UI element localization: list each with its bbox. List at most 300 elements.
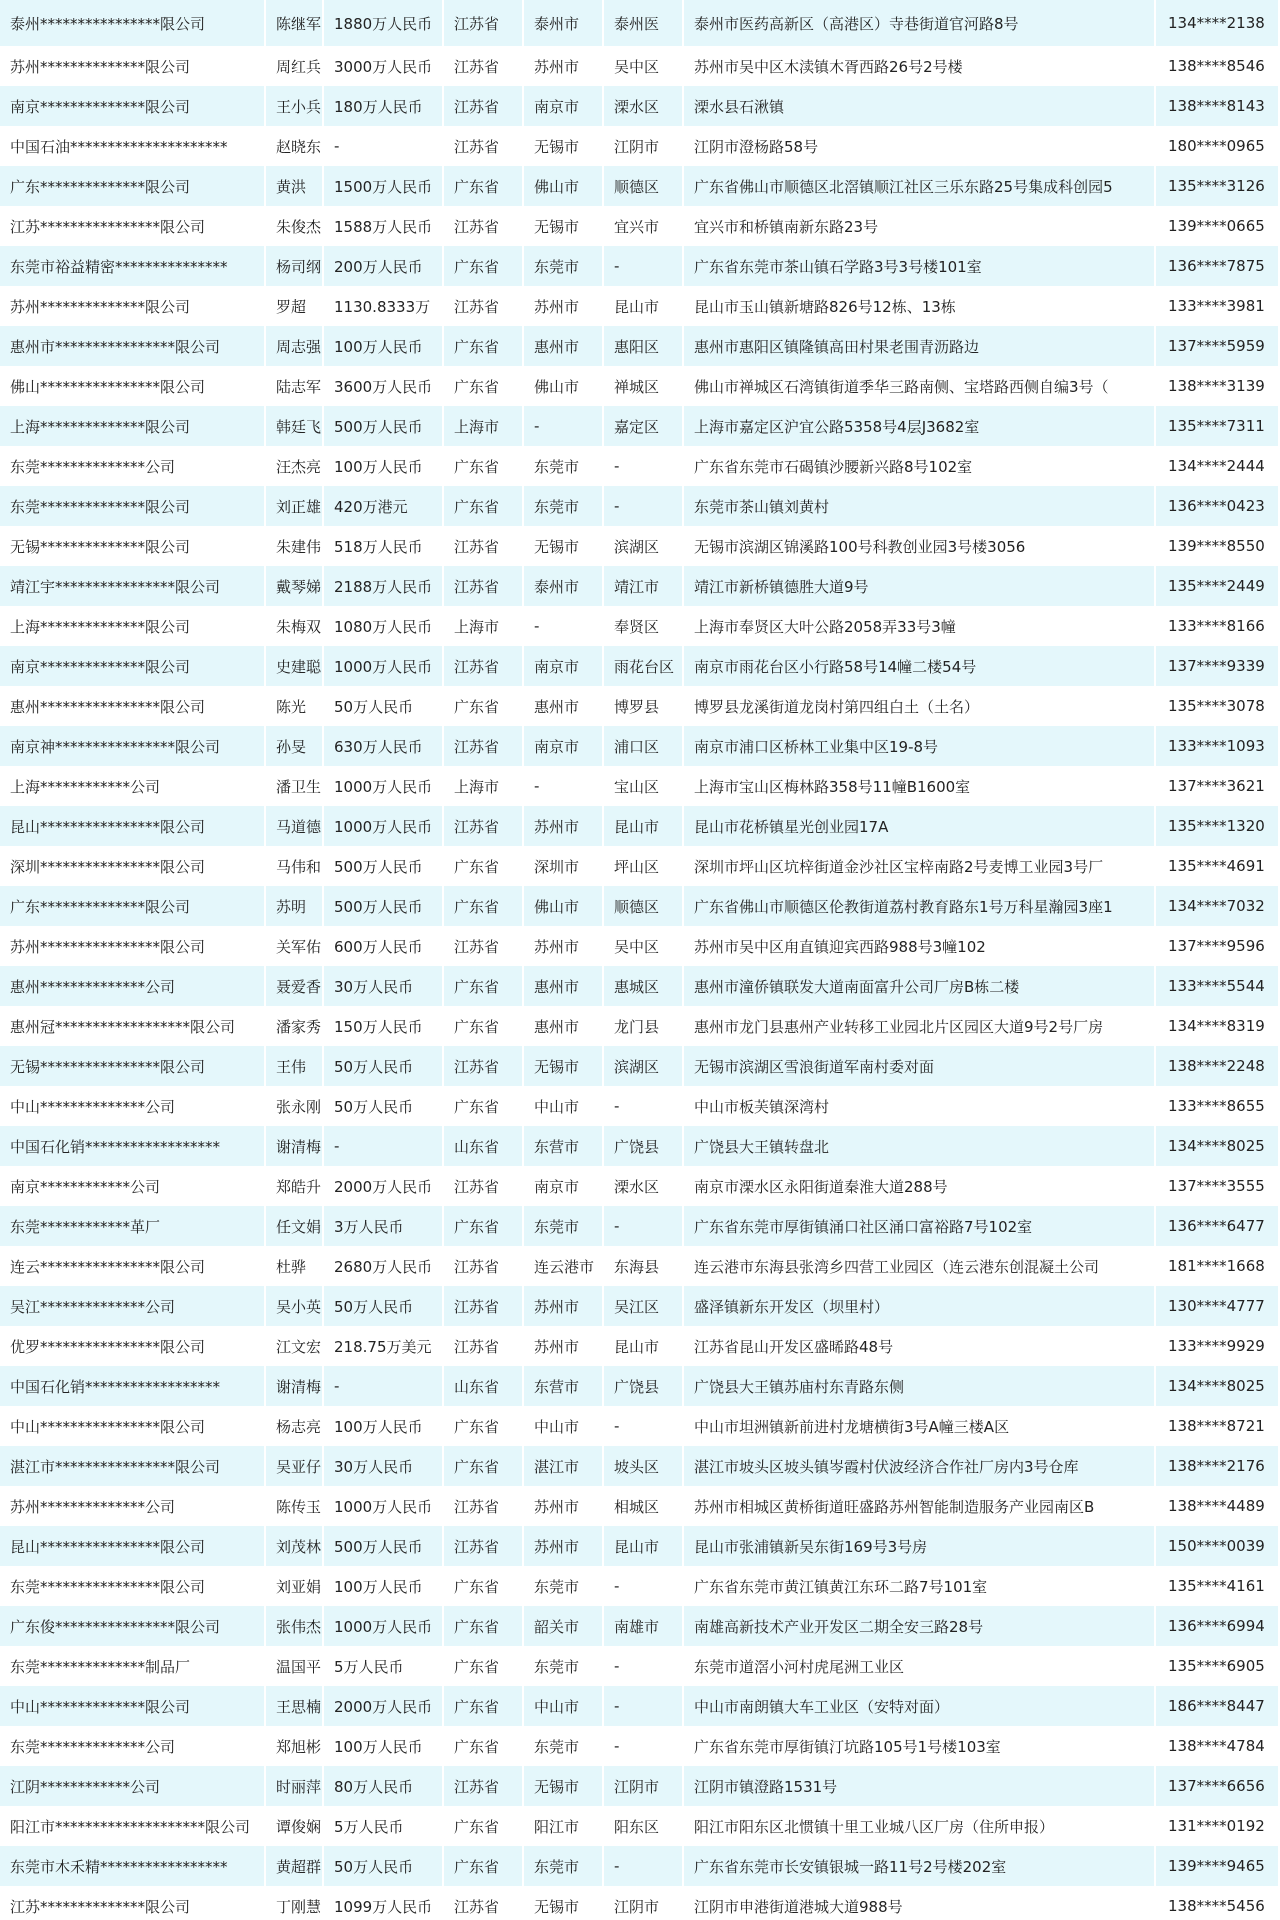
address-cell: 湛江市坡头区坡头镇岑霞村伏波经济合作社厂房内3号仓库: [684, 1446, 1156, 1486]
table-row[interactable]: [0, 406, 1280, 446]
capital-cell: 1000万人民币: [324, 806, 444, 846]
phone-cell: 139****0665: [1156, 206, 1280, 246]
city-cell: 连云港市: [524, 1246, 604, 1286]
city-cell: 东营市: [524, 1126, 604, 1166]
table-row[interactable]: [0, 1366, 1280, 1406]
city-cell: 南京市: [524, 726, 604, 766]
province-cell: 江苏省: [444, 1886, 524, 1920]
capital-cell: 1588万人民币: [324, 206, 444, 246]
province-cell: 广东省: [444, 1846, 524, 1886]
address-cell: 溧水县石湫镇: [684, 86, 1156, 126]
capital-cell: 500万人民币: [324, 406, 444, 446]
capital-cell: 3000万人民币: [324, 46, 444, 86]
company-cell: 昆山****************限公司: [0, 1526, 266, 1566]
city-cell: -: [524, 606, 604, 646]
table-row[interactable]: [0, 1726, 1280, 1766]
person-cell: 温国平: [266, 1646, 324, 1686]
phone-cell: 181****1668: [1156, 1246, 1280, 1286]
table-row[interactable]: [0, 606, 1280, 646]
person-cell: 丁刚慧: [266, 1886, 324, 1920]
district-cell: 雨花台区: [604, 646, 684, 686]
address-cell: 江阴市澄杨路58号: [684, 126, 1156, 166]
phone-cell: 139****9465: [1156, 1846, 1280, 1886]
company-cell: 东莞****************限公司: [0, 1566, 266, 1606]
district-cell: 东海县: [604, 1246, 684, 1286]
table-row[interactable]: [0, 1406, 1280, 1446]
capital-cell: 1500万人民币: [324, 166, 444, 206]
table-row[interactable]: [0, 1566, 1280, 1606]
district-cell: 吴江区: [604, 1286, 684, 1326]
address-cell: 惠州市惠阳区镇隆镇高田村果老围青沥路边: [684, 326, 1156, 366]
phone-cell: 137****9596: [1156, 926, 1280, 966]
capital-cell: 1130.8333万: [324, 286, 444, 326]
table-row[interactable]: [0, 286, 1280, 326]
table-row[interactable]: [0, 326, 1280, 366]
table-row[interactable]: [0, 1286, 1280, 1326]
person-cell: 刘正雄: [266, 486, 324, 526]
province-cell: 江苏省: [444, 286, 524, 326]
table-row[interactable]: [0, 1686, 1280, 1726]
district-cell: 溧水区: [604, 1166, 684, 1206]
province-cell: 江苏省: [444, 1526, 524, 1566]
person-cell: 潘家秀: [266, 1006, 324, 1046]
company-cell: 惠州市****************限公司: [0, 326, 266, 366]
person-cell: 杨司纲: [266, 246, 324, 286]
table-row[interactable]: [0, 446, 1280, 486]
city-cell: 中山市: [524, 1406, 604, 1446]
capital-cell: 50万人民币: [324, 686, 444, 726]
table-row[interactable]: [0, 366, 1280, 406]
table-row[interactable]: [0, 126, 1280, 166]
district-cell: 昆山市: [604, 1526, 684, 1566]
phone-cell: 135****4161: [1156, 1566, 1280, 1606]
person-cell: 汪杰亮: [266, 446, 324, 486]
person-cell: 陆志军: [266, 366, 324, 406]
table-row[interactable]: [0, 806, 1280, 846]
person-cell: 张永刚: [266, 1086, 324, 1126]
district-cell: 江阴市: [604, 1766, 684, 1806]
table-row[interactable]: [0, 926, 1280, 966]
district-cell: 奉贤区: [604, 606, 684, 646]
capital-cell: 500万人民币: [324, 886, 444, 926]
company-cell: 深圳****************限公司: [0, 846, 266, 886]
city-cell: 东莞市: [524, 486, 604, 526]
capital-cell: -: [324, 126, 444, 166]
phone-cell: 133****5544: [1156, 966, 1280, 1006]
capital-cell: 100万人民币: [324, 326, 444, 366]
phone-cell: 131****0192: [1156, 1806, 1280, 1846]
province-cell: 江苏省: [444, 1486, 524, 1526]
city-cell: 佛山市: [524, 886, 604, 926]
city-cell: 无锡市: [524, 126, 604, 166]
city-cell: 南京市: [524, 86, 604, 126]
person-cell: 任文娟: [266, 1206, 324, 1246]
company-cell: 惠州****************限公司: [0, 686, 266, 726]
district-cell: 禅城区: [604, 366, 684, 406]
capital-cell: -: [324, 1126, 444, 1166]
district-cell: 嘉定区: [604, 406, 684, 446]
company-cell: 惠州冠******************限公司: [0, 1006, 266, 1046]
province-cell: 广东省: [444, 486, 524, 526]
phone-cell: 134****2444: [1156, 446, 1280, 486]
table-row[interactable]: [0, 206, 1280, 246]
table-row[interactable]: [0, 1006, 1280, 1046]
person-cell: 黄超群: [266, 1846, 324, 1886]
phone-cell: 138****4489: [1156, 1486, 1280, 1526]
province-cell: 江苏省: [444, 86, 524, 126]
province-cell: 江苏省: [444, 526, 524, 566]
phone-cell: 133****8655: [1156, 1086, 1280, 1126]
city-cell: 苏州市: [524, 286, 604, 326]
address-cell: 连云港市东海县张湾乡四营工业园区（连云港东创混凝土公司: [684, 1246, 1156, 1286]
phone-cell: 137****5959: [1156, 326, 1280, 366]
address-cell: 广饶县大王镇转盘北: [684, 1126, 1156, 1166]
district-cell: -: [604, 246, 684, 286]
company-cell: 苏州**************限公司: [0, 286, 266, 326]
address-cell: 东莞市道滘小河村虎尾洲工业区: [684, 1646, 1156, 1686]
capital-cell: 3600万人民币: [324, 366, 444, 406]
capital-cell: 3万人民币: [324, 1206, 444, 1246]
address-cell: 苏州市吴中区甪直镇迎宾西路988号3幢102: [684, 926, 1156, 966]
person-cell: 王思楠: [266, 1686, 324, 1726]
address-cell: 南京市溧水区永阳街道秦淮大道288号: [684, 1166, 1156, 1206]
province-cell: 江苏省: [444, 0, 524, 46]
address-cell: 广东省东莞市长安镇银城一路11号2号楼202室: [684, 1846, 1156, 1886]
table-row[interactable]: [0, 1446, 1280, 1486]
table-row[interactable]: [0, 846, 1280, 886]
capital-cell: 30万人民币: [324, 966, 444, 1006]
phone-cell: 134****7032: [1156, 886, 1280, 926]
table-row[interactable]: [0, 526, 1280, 566]
city-cell: 东营市: [524, 1366, 604, 1406]
person-cell: 刘亚娟: [266, 1566, 324, 1606]
province-cell: 江苏省: [444, 1246, 524, 1286]
person-cell: 谭俊娴: [266, 1806, 324, 1846]
address-cell: 南京市浦口区桥林工业集中区19-8号: [684, 726, 1156, 766]
address-cell: 江阴市镇澄路1531号: [684, 1766, 1156, 1806]
address-cell: 南京市雨花台区小行路58号14幢二楼54号: [684, 646, 1156, 686]
district-cell: 溧水区: [604, 86, 684, 126]
province-cell: 广东省: [444, 1726, 524, 1766]
phone-cell: 135****3078: [1156, 686, 1280, 726]
table-row[interactable]: [0, 1046, 1280, 1086]
address-cell: 苏州市相城区黄桥街道旺盛路苏州智能制造服务产业园南区B: [684, 1486, 1156, 1526]
district-cell: -: [604, 1406, 684, 1446]
capital-cell: 50万人民币: [324, 1286, 444, 1326]
capital-cell: 1000万人民币: [324, 1486, 444, 1526]
province-cell: 江苏省: [444, 726, 524, 766]
address-cell: 中山市坦洲镇新前进村龙塘横街3号A幢三楼A区: [684, 1406, 1156, 1446]
table-row[interactable]: [0, 86, 1280, 126]
district-cell: 坪山区: [604, 846, 684, 886]
company-cell: 中山****************限公司: [0, 1406, 266, 1446]
table-row[interactable]: [0, 1886, 1280, 1920]
district-cell: 相城区: [604, 1486, 684, 1526]
district-cell: 吴中区: [604, 46, 684, 86]
company-cell: 苏州****************限公司: [0, 926, 266, 966]
address-cell: 昆山市花桥镇星光创业园17A: [684, 806, 1156, 846]
city-cell: 湛江市: [524, 1446, 604, 1486]
phone-cell: 134****8025: [1156, 1366, 1280, 1406]
address-cell: 南雄高新技术产业开发区二期全安三路28号: [684, 1606, 1156, 1646]
phone-cell: 186****8447: [1156, 1686, 1280, 1726]
person-cell: 吴亚仔: [266, 1446, 324, 1486]
phone-cell: 180****0965: [1156, 126, 1280, 166]
phone-cell: 138****8546: [1156, 46, 1280, 86]
table-row[interactable]: [0, 166, 1280, 206]
phone-cell: 137****9339: [1156, 646, 1280, 686]
capital-cell: 100万人民币: [324, 1406, 444, 1446]
person-cell: 江文宏: [266, 1326, 324, 1366]
capital-cell: 1080万人民币: [324, 606, 444, 646]
district-cell: -: [604, 1646, 684, 1686]
company-cell: 无锡**************限公司: [0, 526, 266, 566]
address-cell: 无锡市滨湖区雪浪街道军南村委对面: [684, 1046, 1156, 1086]
table-row[interactable]: [0, 486, 1280, 526]
phone-cell: 134****8319: [1156, 1006, 1280, 1046]
table-row[interactable]: [0, 886, 1280, 926]
address-cell: 宜兴市和桥镇南新东路23号: [684, 206, 1156, 246]
city-cell: 惠州市: [524, 326, 604, 366]
address-cell: 无锡市滨湖区锦溪路100号科教创业园3号楼3056: [684, 526, 1156, 566]
person-cell: 杨志亮: [266, 1406, 324, 1446]
address-cell: 东莞市茶山镇刘黄村: [684, 486, 1156, 526]
company-cell: 靖江宇****************限公司: [0, 566, 266, 606]
address-cell: 广东省佛山市顺德区北滘镇顺江社区三乐东路25号集成科创园5: [684, 166, 1156, 206]
person-cell: 陈传玉: [266, 1486, 324, 1526]
person-cell: 杜骅: [266, 1246, 324, 1286]
phone-cell: 138****3139: [1156, 366, 1280, 406]
address-cell: 广东省东莞市厚街镇汀坑路105号1号楼103室: [684, 1726, 1156, 1766]
person-cell: 苏明: [266, 886, 324, 926]
city-cell: 东莞市: [524, 1566, 604, 1606]
city-cell: 惠州市: [524, 966, 604, 1006]
district-cell: 坡头区: [604, 1446, 684, 1486]
company-cell: 苏州**************公司: [0, 1486, 266, 1526]
district-cell: -: [604, 1686, 684, 1726]
province-cell: 江苏省: [444, 1286, 524, 1326]
district-cell: -: [604, 1726, 684, 1766]
company-cell: 中国石化销******************: [0, 1126, 266, 1166]
phone-cell: 138****8143: [1156, 86, 1280, 126]
city-cell: 惠州市: [524, 686, 604, 726]
province-cell: 广东省: [444, 1646, 524, 1686]
table-row[interactable]: [0, 1326, 1280, 1366]
city-cell: 泰州市: [524, 0, 604, 46]
table-row[interactable]: [0, 1846, 1280, 1886]
city-cell: 东莞市: [524, 446, 604, 486]
person-cell: 韩廷飞: [266, 406, 324, 446]
province-cell: 广东省: [444, 246, 524, 286]
address-cell: 昆山市张浦镇新吴东街169号3号房: [684, 1526, 1156, 1566]
phone-cell: 134****2138: [1156, 0, 1280, 46]
company-cell: 江阴************公司: [0, 1766, 266, 1806]
table-row[interactable]: [0, 1246, 1280, 1286]
company-cell: 连云****************限公司: [0, 1246, 266, 1286]
city-cell: 东莞市: [524, 1846, 604, 1886]
district-cell: 顺德区: [604, 886, 684, 926]
district-cell: 浦口区: [604, 726, 684, 766]
phone-cell: 150****0039: [1156, 1526, 1280, 1566]
province-cell: 江苏省: [444, 1166, 524, 1206]
table-row[interactable]: [0, 1086, 1280, 1126]
table-row[interactable]: [0, 1806, 1280, 1846]
phone-cell: 135****2449: [1156, 566, 1280, 606]
district-cell: 阳东区: [604, 1806, 684, 1846]
capital-cell: 30万人民币: [324, 1446, 444, 1486]
province-cell: 上海市: [444, 406, 524, 446]
table-row[interactable]: [0, 1526, 1280, 1566]
capital-cell: 2680万人民币: [324, 1246, 444, 1286]
district-cell: 博罗县: [604, 686, 684, 726]
table-row[interactable]: [0, 566, 1280, 606]
table-row[interactable]: [0, 246, 1280, 286]
person-cell: 时丽萍: [266, 1766, 324, 1806]
capital-cell: 500万人民币: [324, 1526, 444, 1566]
person-cell: 谢清梅: [266, 1366, 324, 1406]
phone-cell: 138****8721: [1156, 1406, 1280, 1446]
address-cell: 阳江市阳东区北惯镇十里工业城八区厂房（住所申报）: [684, 1806, 1156, 1846]
person-cell: 戴琴娣: [266, 566, 324, 606]
phone-cell: 137****6656: [1156, 1766, 1280, 1806]
capital-cell: 1880万人民币: [324, 0, 444, 46]
district-cell: -: [604, 446, 684, 486]
province-cell: 江苏省: [444, 126, 524, 166]
province-cell: 山东省: [444, 1126, 524, 1166]
province-cell: 江苏省: [444, 1046, 524, 1086]
city-cell: 深圳市: [524, 846, 604, 886]
company-cell: 湛江市****************限公司: [0, 1446, 266, 1486]
city-cell: 中山市: [524, 1686, 604, 1726]
address-cell: 广东省东莞市黄江镇黄江东环二路7号101室: [684, 1566, 1156, 1606]
address-cell: 广东省佛山市顺德区伦教街道荔村教育路东1号万科星瀚园3座1: [684, 886, 1156, 926]
province-cell: 广东省: [444, 1406, 524, 1446]
city-cell: 苏州市: [524, 1526, 604, 1566]
company-cell: 广东**************限公司: [0, 886, 266, 926]
phone-cell: 135****7311: [1156, 406, 1280, 446]
table-row[interactable]: [0, 686, 1280, 726]
person-cell: 关军佑: [266, 926, 324, 966]
province-cell: 广东省: [444, 366, 524, 406]
person-cell: 陈光: [266, 686, 324, 726]
phone-cell: 136****6477: [1156, 1206, 1280, 1246]
province-cell: 广东省: [444, 166, 524, 206]
phone-cell: 135****4691: [1156, 846, 1280, 886]
address-cell: 深圳市坪山区坑梓街道金沙社区宝梓南路2号麦博工业园3号厂: [684, 846, 1156, 886]
capital-cell: 50万人民币: [324, 1086, 444, 1126]
company-cell: 中山**************公司: [0, 1086, 266, 1126]
address-cell: 广东省东莞市茶山镇石学路3号3号楼101室: [684, 246, 1156, 286]
address-cell: 博罗县龙溪街道龙岗村第四组白土（土名）: [684, 686, 1156, 726]
capital-cell: 630万人民币: [324, 726, 444, 766]
address-cell: 惠州市潼侨镇联发大道南面富升公司厂房B栋二楼: [684, 966, 1156, 1006]
district-cell: -: [604, 1086, 684, 1126]
phone-cell: 130****4777: [1156, 1286, 1280, 1326]
company-cell: 广东俊****************限公司: [0, 1606, 266, 1646]
province-cell: 江苏省: [444, 926, 524, 966]
district-cell: -: [604, 1566, 684, 1606]
table-row[interactable]: [0, 766, 1280, 806]
table-row[interactable]: [0, 1166, 1280, 1206]
table-row[interactable]: [0, 1646, 1280, 1686]
address-cell: 江阴市申港街道港城大道988号: [684, 1886, 1156, 1920]
company-cell: 苏州**************限公司: [0, 46, 266, 86]
person-cell: 王伟: [266, 1046, 324, 1086]
company-cell: 佛山****************限公司: [0, 366, 266, 406]
company-cell: 东莞**************制品厂: [0, 1646, 266, 1686]
district-cell: 广饶县: [604, 1366, 684, 1406]
capital-cell: 600万人民币: [324, 926, 444, 966]
company-cell: 阳江市********************限公司: [0, 1806, 266, 1846]
capital-cell: 500万人民币: [324, 846, 444, 886]
phone-cell: 138****2248: [1156, 1046, 1280, 1086]
district-cell: 昆山市: [604, 1326, 684, 1366]
province-cell: 江苏省: [444, 206, 524, 246]
table-row[interactable]: [0, 1606, 1280, 1646]
city-cell: 东莞市: [524, 1726, 604, 1766]
district-cell: 顺德区: [604, 166, 684, 206]
company-cell: 中国石油*********************: [0, 126, 266, 166]
phone-cell: 139****8550: [1156, 526, 1280, 566]
city-cell: 东莞市: [524, 1206, 604, 1246]
district-cell: 昆山市: [604, 806, 684, 846]
city-cell: 南京市: [524, 646, 604, 686]
capital-cell: 218.75万美元: [324, 1326, 444, 1366]
district-cell: 靖江市: [604, 566, 684, 606]
table-row[interactable]: [0, 1206, 1280, 1246]
province-cell: 广东省: [444, 846, 524, 886]
city-cell: 中山市: [524, 1086, 604, 1126]
table-row[interactable]: [0, 1766, 1280, 1806]
person-cell: 潘卫生: [266, 766, 324, 806]
district-cell: 龙门县: [604, 1006, 684, 1046]
capital-cell: 150万人民币: [324, 1006, 444, 1046]
province-cell: 广东省: [444, 686, 524, 726]
capital-cell: 50万人民币: [324, 1846, 444, 1886]
table-row[interactable]: [0, 646, 1280, 686]
table-row[interactable]: [0, 0, 1280, 46]
table-row[interactable]: [0, 726, 1280, 766]
table-row[interactable]: [0, 1126, 1280, 1166]
province-cell: 广东省: [444, 326, 524, 366]
company-cell: 东莞************革厂: [0, 1206, 266, 1246]
city-cell: 苏州市: [524, 1326, 604, 1366]
city-cell: 无锡市: [524, 1766, 604, 1806]
district-cell: 广饶县: [604, 1126, 684, 1166]
address-cell: 广东省东莞市石碣镇沙腰新兴路8号102室: [684, 446, 1156, 486]
table-row[interactable]: [0, 1486, 1280, 1526]
person-cell: 郑旭彬: [266, 1726, 324, 1766]
address-cell: 佛山市禅城区石湾镇街道季华三路南侧、宝塔路西侧自编3号（: [684, 366, 1156, 406]
phone-cell: 134****8025: [1156, 1126, 1280, 1166]
person-cell: 聂爱香: [266, 966, 324, 1006]
district-cell: 泰州医: [604, 0, 684, 46]
person-cell: 孙旻: [266, 726, 324, 766]
table-row[interactable]: [0, 46, 1280, 86]
table-row[interactable]: [0, 966, 1280, 1006]
capital-cell: 2188万人民币: [324, 566, 444, 606]
address-cell: 苏州市吴中区木渎镇木胥西路26号2号楼: [684, 46, 1156, 86]
city-cell: 东莞市: [524, 246, 604, 286]
province-cell: 江苏省: [444, 1326, 524, 1366]
person-cell: 刘茂林: [266, 1526, 324, 1566]
district-cell: 南雄市: [604, 1606, 684, 1646]
capital-cell: 80万人民币: [324, 1766, 444, 1806]
company-cell: 江苏****************限公司: [0, 206, 266, 246]
province-cell: 广东省: [444, 1606, 524, 1646]
address-cell: 昆山市玉山镇新塘路826号12栋、13栋: [684, 286, 1156, 326]
capital-cell: 2000万人民币: [324, 1686, 444, 1726]
